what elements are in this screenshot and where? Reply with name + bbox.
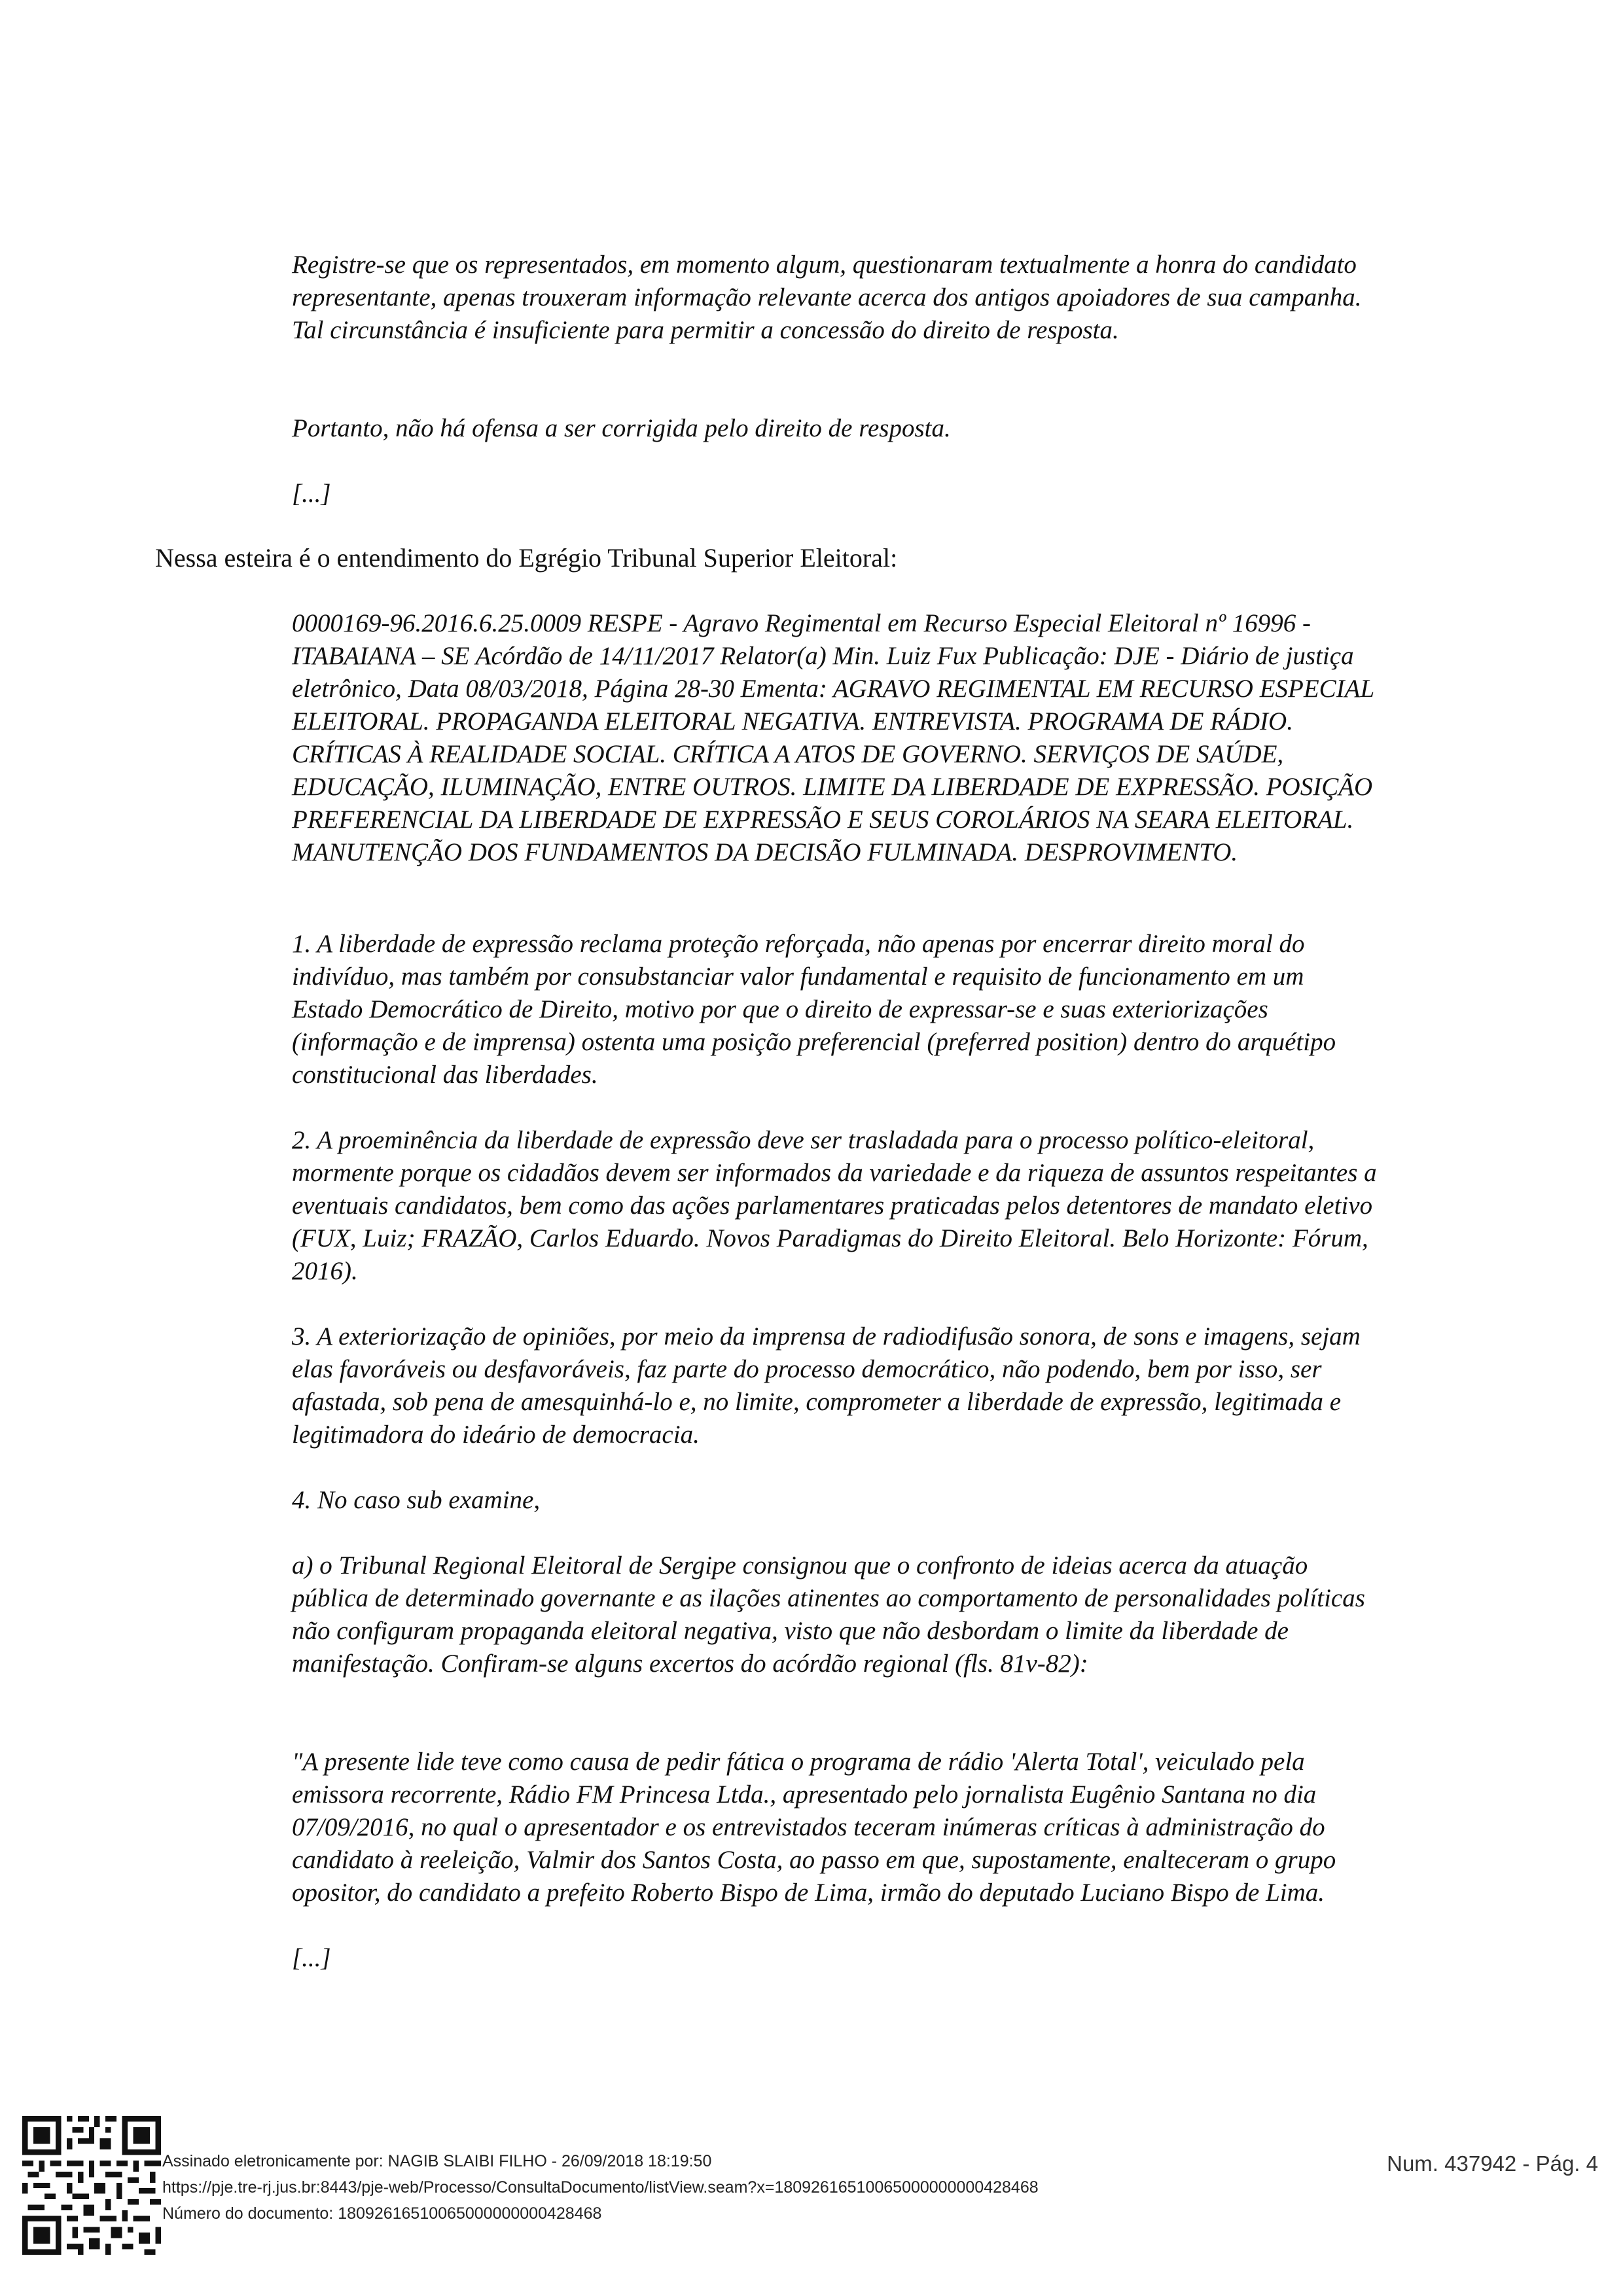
footer-signature-block <box>162 2148 1039 2227</box>
quote2-ellipsis-wrap <box>292 1942 1378 1975</box>
item-3-wrap <box>292 1320 1378 1451</box>
item-a-wrap <box>292 1549 1378 1680</box>
item-2-wrap <box>292 1124 1378 1288</box>
item-1-paragraph: 1. A liberdade de expressão reclama proteção reforçada, não apenas por encerrar direito moral do indivíduo, mas também por consubstanciar valor fundamental e requisito de funcionamento em um Estado Democrático de Direito, motivo por que o direito de expressar-se e suas exteriorizações (informação e de imprensa) ostenta uma posição preferencial (preferred position) dentro do arquétipo constitucional das liberdades. <box>292 930 1336 1089</box>
item-4-paragraph: 4. No caso sub examine, <box>292 1486 541 1514</box>
citation-paragraph: "A presente lide teve como causa de pedir fática o programa de rádio 'Alerta Total', veiculado pela emissora recorrente, Rádio FM Princesa Ltda., apresentado pelo jornalista Eugênio Santana no dia 07/09/2016, no qual o apresentador e os entrevistados teceram inúmeras críticas à administração do candidato à reeleição, Valmir dos Santos Costa, ao passo em que, supostamente, enalteceram o grupo opositor, do candidato a prefeito Roberto Bispo de Lima, irmão do deputado Luciano Bispo de Lima. <box>292 1748 1336 1907</box>
quote1-paragraph-1: Registre-se que os representados, em momento algum, questionaram textualmente a honra do candidato representante, apenas trouxeram informação relevante acerca dos antigos apoiadores de sua campanha. Tal circunstância é insuficiente para permitir a concessão do direito de resposta. <box>292 251 1362 344</box>
quote2-ellipsis: [...] <box>292 1944 331 1972</box>
item-a-paragraph: a) o Tribunal Regional Eleitoral de Sergipe consignou que o confronto de ideias acerca da atuação pública de determinado governante e as ilações atinentes ao comportamento de personalidades políticas não configuram propaganda eleitoral negativa, visto que não desbordam o limite da liberdade de manifestação. Confiram-se alguns excertos do acórdão regional (fls. 81v-82): <box>292 1551 1365 1678</box>
item-1-wrap <box>292 928 1378 1091</box>
intro-paragraph: Nessa esteira é o entendimento do Egrégio Tribunal Superior Eleitoral: <box>155 543 898 573</box>
item-3-paragraph: 3. A exteriorização de opiniões, por meio da imprensa de radiodifusão sonora, de sons e imagens, sejam elas favoráveis ou desfavoráveis, faz parte do processo democrático, não podendo, bem por isso, ser afastada, sob pena de amesquinhá-lo e, no limite, comprometer a liberdade de expressão, legitimada e legitimadora do ideário de democracia. <box>292 1322 1361 1449</box>
quote-block-1 <box>292 249 1378 347</box>
citation-wrap <box>292 1746 1378 1909</box>
item-4-wrap <box>292 1484 1378 1517</box>
page-number: Num. 437942 - Pág. 4 <box>1387 2151 1598 2176</box>
footer-url-line: https://pje.tre-rj.jus.br:8443/pje-web/Processo/ConsultaDocumento/listView.seam?x=18092616510065000000000428468 <box>162 2178 1039 2197</box>
ementa-paragraph: 0000169-96.2016.6.25.0009 RESPE - Agravo Regimental em Recurso Especial Eleitoral nº 16996 - ITABAIANA – SE Acórdão de 14/11/2017 Relator(a) Min. Luiz Fux Publicação: DJE - Diário de justiça eletrônico, Data 08/03/2018, Página 28-30 Ementa: AGRAVO REGIMENTAL EM RECURSO ESPECIAL ELEITORAL. PROPAGANDA ELEITORAL NEGATIVA. ENTREVISTA. PROGRAMA DE RÁDIO. CRÍTICAS À REALIDADE SOCIAL. CRÍTICA A ATOS DE GOVERNO. SERVIÇOS DE SAÚDE, EDUCAÇÃO, ILUMINAÇÃO, ENTRE OUTROS. LIMITE DA LIBERDADE DE EXPRESSÃO. POSIÇÃO PREFERENCIAL DA LIBERDADE DE EXPRESSÃO E SEUS COROLÁRIOS NA SEARA ELEITORAL. MANUTENÇÃO DOS FUNDAMENTOS DA DECISÃO FULMINADA. DESPROVIMENTO. <box>292 609 1374 866</box>
quote1-ellipsis-wrap <box>292 478 1378 510</box>
item-2-paragraph: 2. A proeminência da liberdade de expressão deve ser trasladada para o processo político-eleitoral, mormente porque os cidadãos devem ser informados da variedade e da riqueza de assuntos respeitantes a eventuais candidatos, bem como das ações parlamentares praticadas pelos detentores de mandato eletivo (FUX, Luiz; FRAZÃO, Carlos Eduardo. Novos Paradigmas do Direito Eleitoral. Belo Horizonte: Fórum, 2016). <box>292 1126 1377 1285</box>
footer-docnum-line: Número do documento: 18092616510065000000000428468 <box>162 2204 602 2223</box>
ementa-paragraph-wrap <box>292 607 1378 869</box>
quote1-paragraph-2-wrap <box>292 412 1378 445</box>
quote1-paragraph-2: Portanto, não há ofensa a ser corrigida pelo direito de resposta. <box>292 414 951 442</box>
quote1-ellipsis: [...] <box>292 480 331 508</box>
qr-code <box>22 2116 161 2255</box>
footer-signed-line: Assinado eletronicamente por: NAGIB SLAIBI FILHO - 26/09/2018 18:19:50 <box>162 2152 712 2170</box>
